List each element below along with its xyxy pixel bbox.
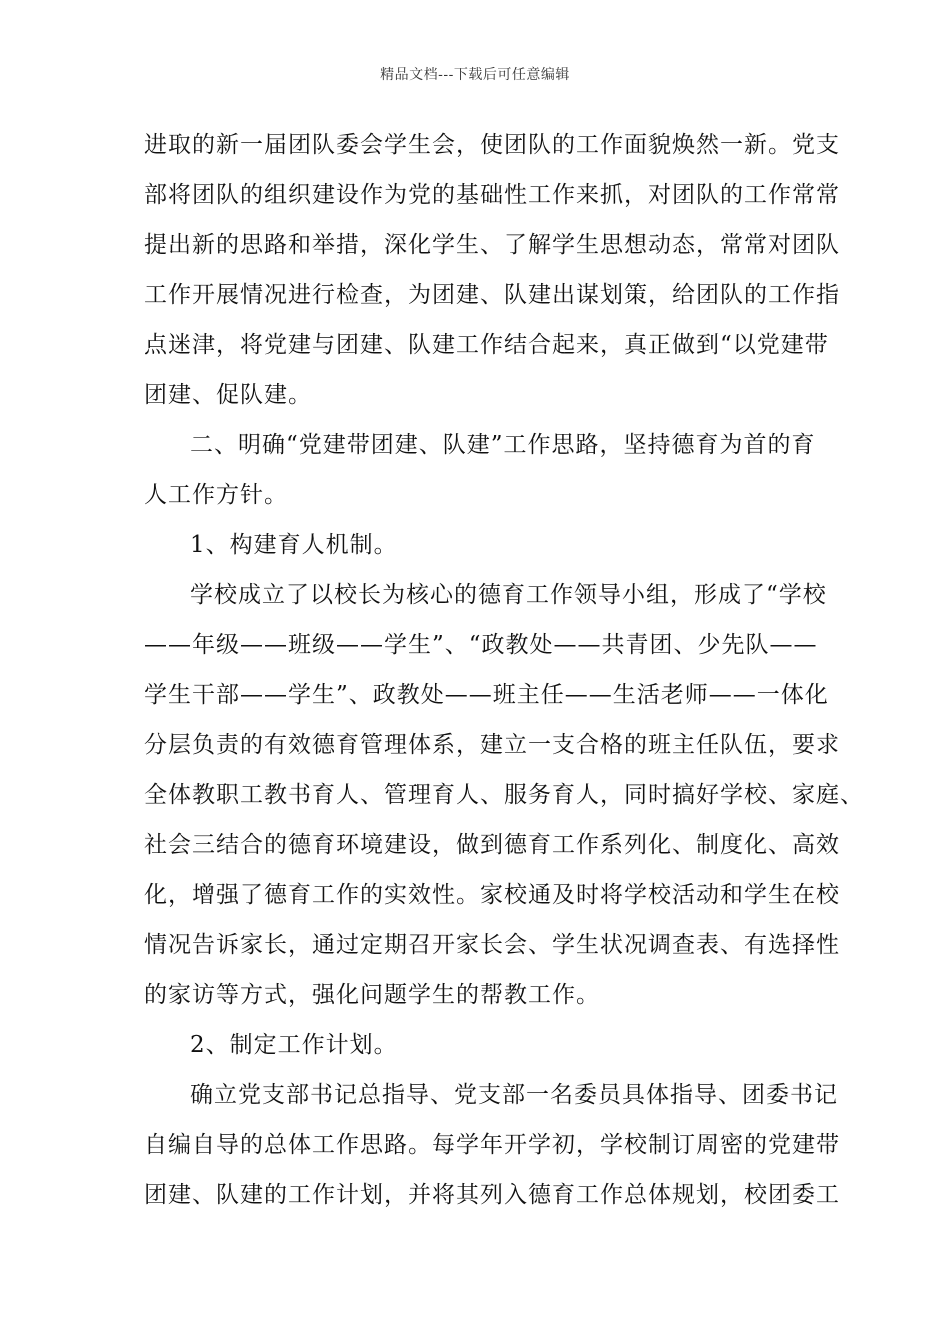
text-line: ——年级——班级——学生”、“政教处——共青团、少先队—— — [144, 632, 818, 658]
text-line: 学生干部——学生”、政教处——班主任——生活老师——一体化 — [144, 682, 829, 708]
text-line: 工作开展情况进行检查，为团建、队建出谋划策，给团队的工作指 — [144, 282, 840, 308]
text-line: 全体教职工教书育人、管理育人、服务育人，同时搞好学校、家庭、 — [144, 782, 864, 808]
text-line: 化，增强了德育工作的实效性。家校通及时将学校活动和学生在校 — [144, 882, 840, 908]
text-line: 社会三结合的德育环境建设，做到德育工作系列化、制度化、高效 — [144, 832, 840, 858]
text-line: 分层负责的有效德育管理体系，建立一支合格的班主任队伍，要求 — [144, 732, 840, 758]
text-line: 学校成立了以校长为核心的德育工作领导小组，形成了“学校 — [190, 582, 827, 608]
text-line: 人工作方针。 — [144, 482, 288, 508]
text-line: 部将团队的组织建设作为党的基础性工作来抓，对团队的工作常常 — [144, 182, 840, 208]
document-body — [144, 120, 864, 1220]
subsection-heading: 1、构建育人机制。 — [190, 532, 398, 558]
text-line: 团建、促队建。 — [144, 382, 312, 408]
text-line: 的家访等方式，强化问题学生的帮教工作。 — [144, 982, 600, 1008]
text-line: 进取的新一届团队委会学生会，使团队的工作面貌焕然一新。党支 — [144, 132, 840, 158]
subsection-heading: 2、制定工作计划。 — [190, 1032, 398, 1058]
text-line: 点迷津，将党建与团建、队建工作结合起来，真正做到“以党建带 — [144, 332, 829, 358]
section-heading: 二、明确“党建带团建、队建”工作思路，坚持德育为首的育 — [190, 432, 816, 458]
text-line: 团建、队建的工作计划，并将其列入德育工作总体规划，校团委工 — [144, 1182, 840, 1208]
text-line: 确立党支部书记总指导、党支部一名委员具体指导、团委书记 — [190, 1082, 838, 1108]
text-line: 自编自导的总体工作思路。每学年开学初，学校制订周密的党建带 — [144, 1132, 840, 1158]
page-header: 精品文档---下载后可任意编辑 — [380, 67, 570, 83]
text-line: 情况告诉家长，通过定期召开家长会、学生状况调查表、有选择性 — [144, 932, 840, 958]
text-line: 提出新的思路和举措，深化学生、了解学生思想动态，常常对团队 — [144, 232, 840, 258]
